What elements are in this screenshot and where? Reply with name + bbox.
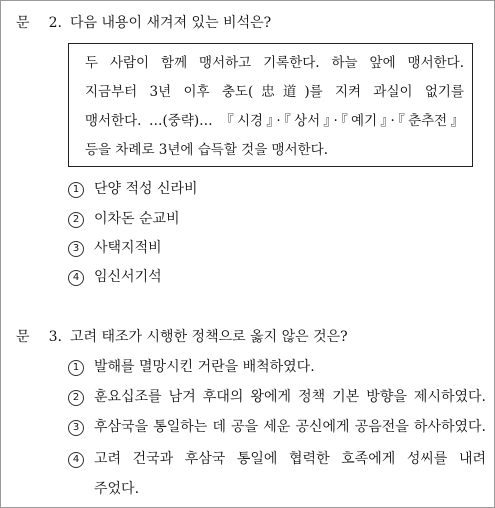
q2-option-2[interactable] — [68, 210, 180, 228]
question-number: 3. — [48, 329, 62, 345]
q2-option-4[interactable] — [68, 268, 162, 286]
circled-number-icon: 4 — [68, 452, 84, 468]
option-text: 사택지적비 — [94, 240, 162, 256]
q3-option-3[interactable] — [68, 418, 486, 436]
passage-line: 두 사람이 함께 맹서하고 기록한다. 하늘 앞에 맹서한다. — [85, 55, 464, 71]
question-2-stem — [16, 14, 271, 32]
q3-option-4[interactable] — [68, 450, 486, 468]
q3-option-2[interactable] — [68, 388, 486, 406]
circled-number-icon: 2 — [68, 390, 84, 406]
passage-line: 맹서한다. …(중략)… 『시경』·『상서』·『예기』·『춘추전』 — [85, 113, 464, 129]
circled-number-icon: 3 — [68, 420, 84, 436]
circled-number-icon: 4 — [68, 270, 84, 286]
passage-box — [68, 43, 473, 167]
option-text: 발해를 멸망시킨 거란을 배척하였다. — [94, 359, 315, 375]
question-label: 문 — [16, 15, 30, 31]
question-text: 고려 태조가 시행한 정책으로 옳지 않은 것은? — [70, 329, 348, 345]
circled-number-icon: 1 — [68, 360, 84, 376]
option-text: 이차돈 순교비 — [94, 211, 180, 227]
option-text: 훈요십조를 남겨 후대의 왕에게 정책 기본 방향을 제시하였다. — [94, 389, 486, 405]
circled-number-icon: 1 — [68, 182, 84, 198]
passage-line: 지금부터 3년 이후 충도(忠道)를 지켜 과실이 없기를 — [85, 84, 464, 100]
circled-number-icon: 3 — [68, 241, 84, 257]
question-number: 2. — [48, 15, 62, 31]
q3-option-1[interactable] — [68, 358, 315, 376]
circled-number-icon: 2 — [68, 212, 84, 228]
question-label: 문 — [16, 329, 30, 345]
question-3-stem — [16, 328, 348, 346]
option-text: 후삼국을 통일하는 데 공을 세운 공신에게 공음전을 하사하였다. — [94, 419, 486, 435]
q3-option-4-continuation: 주었다. — [94, 481, 140, 497]
option-text: 임신서기석 — [94, 269, 162, 285]
option-text: 고려 건국과 후삼국 통일에 협력한 호족에게 성씨를 내려 — [94, 451, 486, 467]
question-text: 다음 내용이 새겨져 있는 비석은? — [70, 15, 272, 31]
q2-option-1[interactable] — [68, 180, 198, 198]
option-text: 단양 적성 신라비 — [94, 181, 198, 197]
q2-option-3[interactable] — [68, 239, 162, 257]
passage-line: 등을 차례로 3년에 습득할 것을 맹서한다. — [85, 142, 328, 158]
